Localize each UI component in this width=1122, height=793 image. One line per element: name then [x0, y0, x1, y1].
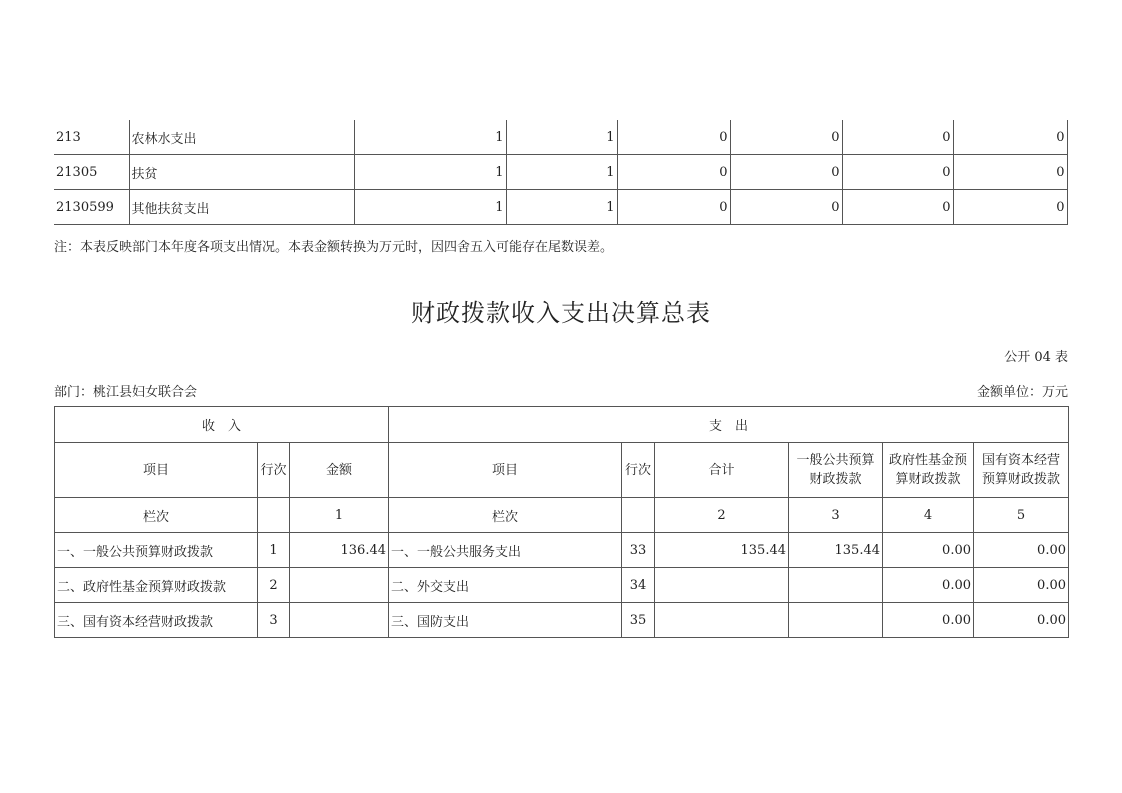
expense-line: 34 [622, 568, 655, 603]
row-code: 21305 [54, 155, 129, 190]
row-name: 农林水支出 [129, 120, 354, 155]
table-row [55, 568, 1069, 603]
expense-item: 三、国防支出 [389, 603, 622, 638]
row-value: 0 [953, 120, 1067, 155]
expense-total [655, 603, 789, 638]
col-income-item: 项目 [55, 443, 258, 498]
row-code: 2130599 [54, 190, 129, 225]
seq-label: 栏次 [55, 498, 258, 533]
expense-total: 135.44 [655, 533, 789, 568]
department-label: 部门：桃江县妇女联合会 [54, 385, 198, 400]
col-total: 合计 [655, 443, 789, 498]
form-number: 公开 04 表 [1004, 350, 1068, 365]
col-income-amount: 金额 [290, 443, 389, 498]
expense-line: 33 [622, 533, 655, 568]
row-value: 0 [842, 155, 953, 190]
row-value: 1 [354, 120, 506, 155]
seq-blank [622, 498, 655, 533]
expense-total [655, 568, 789, 603]
expense-state: 0.00 [974, 603, 1069, 638]
row-value: 0 [730, 155, 842, 190]
row-value: 0 [953, 155, 1067, 190]
table-row [54, 120, 1067, 155]
row-value: 0 [617, 120, 730, 155]
col-income-line: 行次 [258, 443, 290, 498]
row-code: 213 [54, 120, 129, 155]
section-header-row [55, 407, 1069, 443]
income-line: 2 [258, 568, 290, 603]
row-value: 0 [953, 190, 1067, 225]
income-item: 三、国有资本经营财政拨款 [55, 603, 258, 638]
table-note: 注：本表反映部门本年度各项支出情况。本表金额转换为万元时，因四舍五入可能存在尾数误差。 [54, 240, 614, 255]
row-name: 扶贫 [129, 155, 354, 190]
sequence-row [55, 498, 1069, 533]
expense-header: 支 出 [389, 407, 1069, 443]
seq-blank [258, 498, 290, 533]
col-state-capital: 国有资本经营预算财政拨款 [974, 443, 1069, 498]
col-general-budget: 一般公共预算财政拨款 [789, 443, 883, 498]
table-row [54, 155, 1067, 190]
seq-number: 5 [974, 498, 1069, 533]
row-value: 0 [842, 190, 953, 225]
expense-fund: 0.00 [883, 603, 974, 638]
summary-table [54, 406, 1069, 638]
expense-line: 35 [622, 603, 655, 638]
row-value: 1 [506, 155, 617, 190]
seq-number: 1 [290, 498, 389, 533]
row-value: 1 [506, 120, 617, 155]
row-value: 0 [617, 155, 730, 190]
expense-state: 0.00 [974, 568, 1069, 603]
income-amount [290, 568, 389, 603]
income-amount: 136.44 [290, 533, 389, 568]
expense-state: 0.00 [974, 533, 1069, 568]
expense-general [789, 568, 883, 603]
expense-general [789, 603, 883, 638]
income-line: 3 [258, 603, 290, 638]
page-title: 财政拨款收入支出决算总表 [411, 299, 711, 327]
seq-number: 3 [789, 498, 883, 533]
income-item: 二、政府性基金预算财政拨款 [55, 568, 258, 603]
seq-label: 栏次 [389, 498, 622, 533]
expense-detail-table [54, 120, 1068, 225]
row-value: 1 [354, 190, 506, 225]
column-header-row [55, 443, 1069, 498]
table-row [55, 603, 1069, 638]
expense-general: 135.44 [789, 533, 883, 568]
expense-item: 二、外交支出 [389, 568, 622, 603]
row-value: 1 [506, 190, 617, 225]
income-header: 收 入 [55, 407, 389, 443]
row-name: 其他扶贫支出 [129, 190, 354, 225]
row-value: 0 [730, 120, 842, 155]
table-row [55, 533, 1069, 568]
seq-number: 4 [883, 498, 974, 533]
expense-fund: 0.00 [883, 568, 974, 603]
unit-label: 金额单位：万元 [976, 385, 1068, 400]
expense-item: 一、一般公共服务支出 [389, 533, 622, 568]
row-value: 0 [842, 120, 953, 155]
row-value: 1 [354, 155, 506, 190]
seq-number: 2 [655, 498, 789, 533]
row-value: 0 [617, 190, 730, 225]
table-row [54, 190, 1067, 225]
income-line: 1 [258, 533, 290, 568]
income-item: 一、一般公共预算财政拨款 [55, 533, 258, 568]
col-expense-line: 行次 [622, 443, 655, 498]
expense-fund: 0.00 [883, 533, 974, 568]
row-value: 0 [730, 190, 842, 225]
col-fund-budget: 政府性基金预算财政拨款 [883, 443, 974, 498]
col-expense-item: 项目 [389, 443, 622, 498]
income-amount [290, 603, 389, 638]
